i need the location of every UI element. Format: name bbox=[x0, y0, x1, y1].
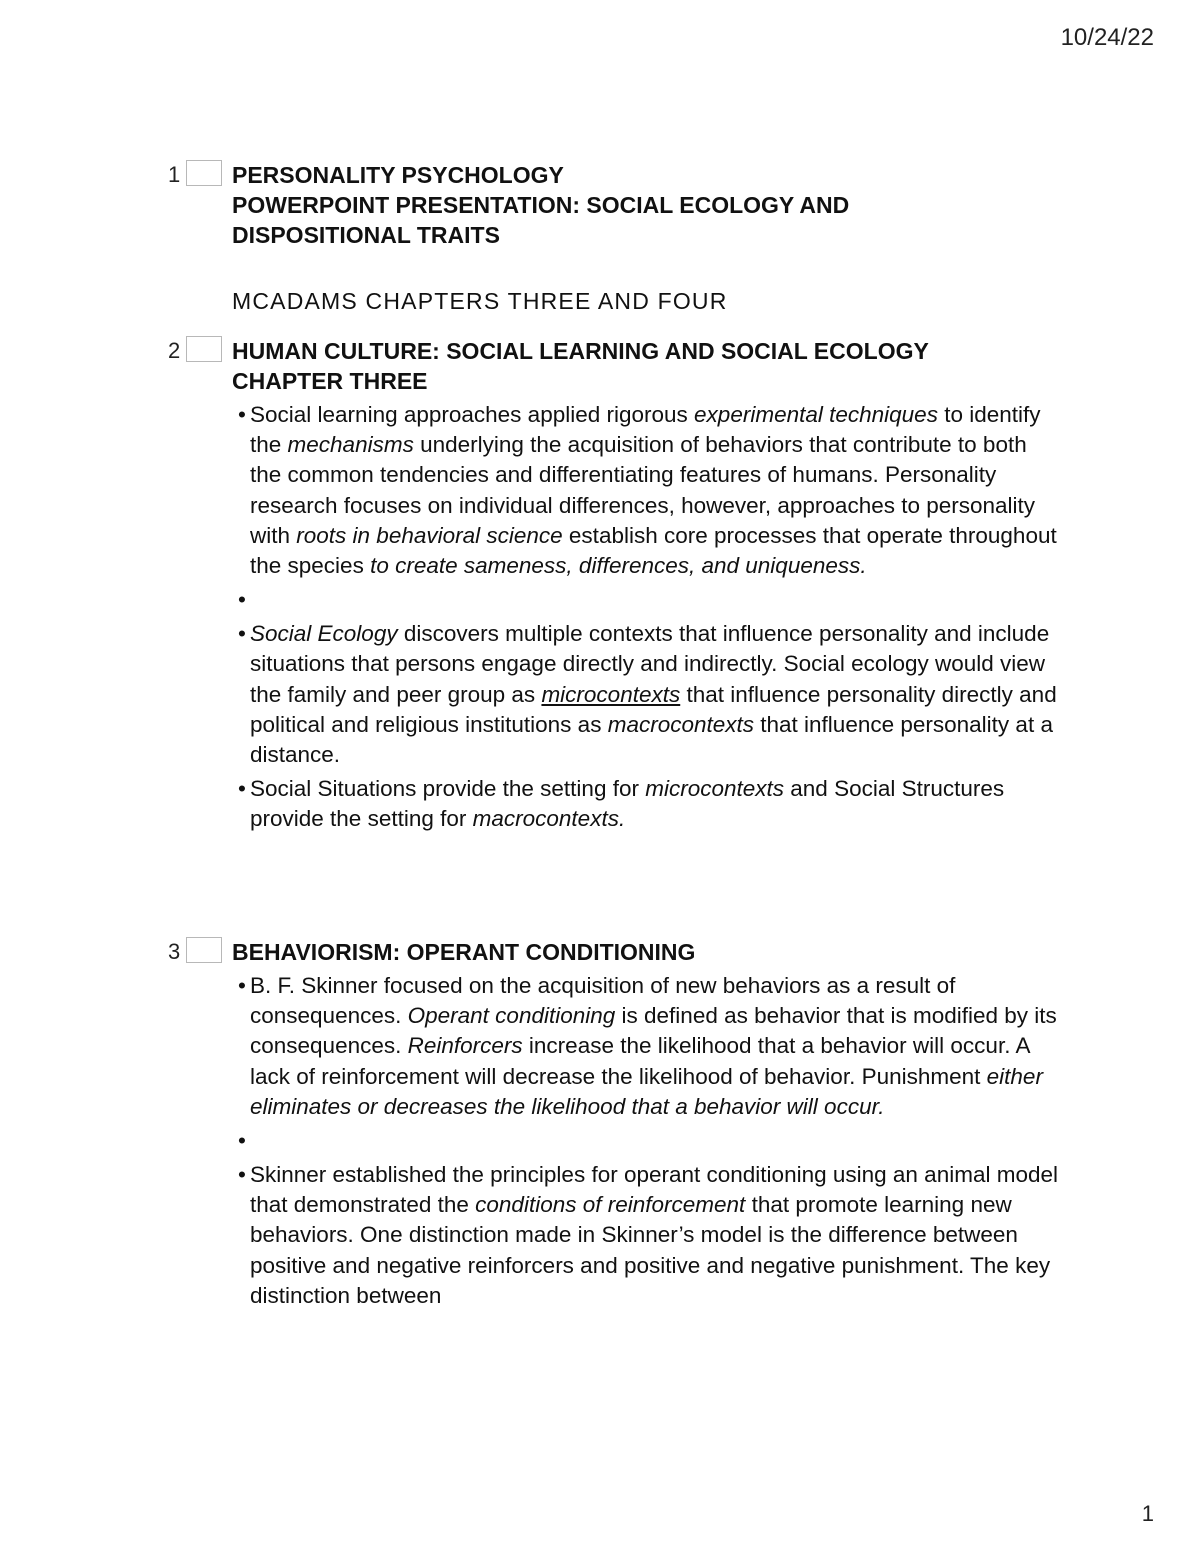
page-number: 1 bbox=[1141, 1501, 1154, 1526]
bullet-text: Social Situations provide the setting for bbox=[250, 776, 646, 802]
slide-subtitle: MCADAMS CHAPTERS THREE AND FOUR bbox=[232, 288, 728, 314]
slide-number: 1 bbox=[168, 162, 181, 187]
bullet-text: Social learning approaches applied rigorous bbox=[250, 402, 695, 427]
bullet-text: increase the likelihood that a behavior will occur. A lack of reinforcement will decrease the likelihood of behavior. Punishment bbox=[250, 1033, 1030, 1089]
bullet-item-empty bbox=[238, 585, 1058, 615]
bullet-item bbox=[238, 1160, 1058, 1311]
bullet-text: that promote learning new behaviors. One distinction made in Skinner’s model is the difference between positive and negative reinforcers and positive and negative punishment. The key distinction between bbox=[250, 1192, 1051, 1308]
slide-title bbox=[232, 160, 1092, 250]
bullet-text-italic: Operant conditioning bbox=[407, 1003, 616, 1029]
bullet-text-italic: Social Ecology bbox=[250, 621, 398, 647]
bullet-text: to identify the bbox=[250, 402, 1041, 458]
bullet-text-italic: mechanisms bbox=[287, 432, 414, 458]
bullet-list bbox=[238, 971, 1058, 1315]
bullet-item bbox=[238, 619, 1058, 770]
bullet-item bbox=[238, 971, 1058, 1122]
title-line: HUMAN CULTURE: SOCIAL LEARNING AND SOCIAL ECOLOGY bbox=[232, 338, 929, 364]
bullet-text-italic: microcontexts bbox=[645, 776, 785, 802]
title-line: BEHAVIORISM: OPERANT CONDITIONING bbox=[232, 939, 696, 965]
bullet-text: is defined as behavior that is modified by its consequences. bbox=[250, 1003, 1057, 1059]
slide-thumbnail[interactable] bbox=[186, 336, 222, 362]
bullet-glyph: • bbox=[238, 776, 246, 802]
bullet-text: establish core processes that operate throughout the species bbox=[250, 522, 1057, 579]
title-line: DISPOSITIONAL TRAITS bbox=[232, 222, 500, 248]
bullet-text-italic: roots in behavioral science bbox=[296, 522, 563, 548]
bullet-text: Skinner established the principles for operant conditioning using an animal model that demonstrated the bbox=[250, 1162, 1058, 1218]
bullet-glyph: • bbox=[238, 621, 246, 647]
bullet-glyph: • bbox=[238, 1128, 246, 1154]
header-date: 10/24/22 bbox=[1060, 24, 1154, 51]
bullet-text-underlined: microcontexts bbox=[541, 681, 681, 707]
bullet-text: that influence personality at a distance. bbox=[250, 711, 1053, 768]
slide-title bbox=[232, 937, 1092, 967]
bullet-text: that influence personality directly and political and religious institutions as bbox=[250, 681, 1057, 737]
bullet-text-italic: macrocontexts. bbox=[472, 806, 626, 832]
bullet-glyph: • bbox=[238, 1162, 246, 1188]
slide-number: 2 bbox=[168, 338, 181, 363]
bullet-text: discovers multiple contexts that influence personality and include situations that persons engage directly and indirectly. Social ecology would view the family and peer group as bbox=[250, 621, 1050, 707]
title-line: CHAPTER THREE bbox=[232, 368, 428, 394]
bullet-text-italic: experimental techniques bbox=[694, 402, 938, 427]
slide-number: 3 bbox=[168, 939, 181, 964]
bullet-text-italic: conditions of reinforcement bbox=[475, 1192, 746, 1218]
title-line: PERSONALITY PSYCHOLOGY bbox=[232, 162, 564, 188]
bullet-glyph: • bbox=[238, 973, 246, 998]
bullet-text: and Social Structures provide the setting for bbox=[250, 776, 1005, 832]
slide-thumbnail[interactable] bbox=[186, 160, 222, 186]
bullet-text-italic: either eliminates or decreases the likelihood that a behavior will occur. bbox=[250, 1063, 1043, 1119]
bullet-text-italic: Reinforcers bbox=[407, 1033, 523, 1059]
bullet-text: B. F. Skinner focused on the acquisition of new behaviors as a result of consequences. bbox=[250, 973, 956, 1029]
title-line: POWERPOINT PRESENTATION: SOCIAL ECOLOGY AND bbox=[232, 192, 850, 218]
bullet-list bbox=[238, 400, 1058, 839]
bullet-item bbox=[238, 400, 1058, 581]
bullet-text-italic: to create sameness, differences, and uniqueness. bbox=[370, 553, 867, 579]
bullet-item-empty bbox=[238, 1126, 1058, 1156]
bullet-text-italic: macrocontexts bbox=[607, 711, 755, 737]
bullet-text: underlying the acquisition of behaviors that contribute to both the common tendencies and differentiating features of humans. Personality research focuses on individual differences, however, approaches to personality with bbox=[250, 432, 1036, 548]
slide-title bbox=[232, 336, 1092, 396]
bullet-glyph: • bbox=[238, 587, 246, 613]
slide-thumbnail[interactable] bbox=[186, 937, 222, 963]
bullet-item bbox=[238, 774, 1058, 834]
bullet-glyph: • bbox=[238, 402, 246, 427]
